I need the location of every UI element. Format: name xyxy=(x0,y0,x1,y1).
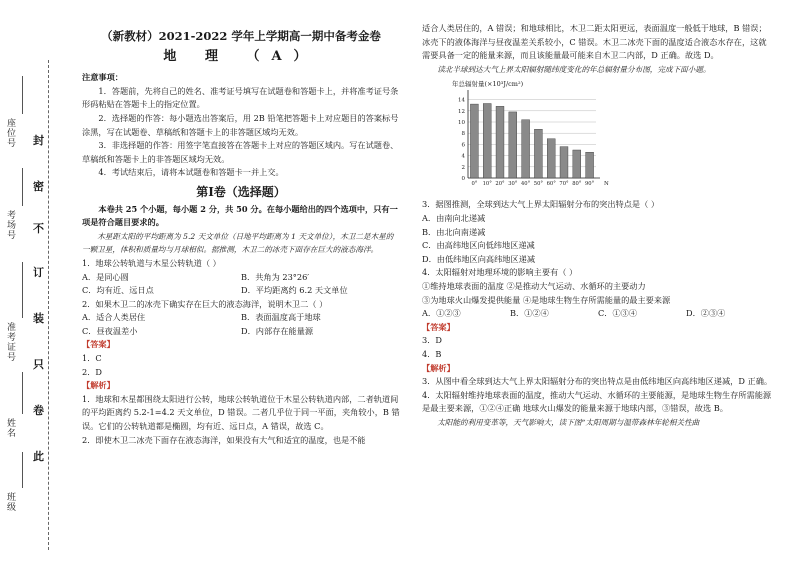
answer-2: 2．D xyxy=(82,366,102,377)
chart-ytick-label: 8 xyxy=(461,131,465,138)
class-label: 班级 xyxy=(5,492,15,512)
q1-option-c: C．均有近、远日点 xyxy=(82,285,154,296)
chart-xtick-label: 70° xyxy=(559,181,569,188)
notice-item: 2．选择题的作答：每小题选出答案后，用 2B 铅笔把答题卡上对应题目的答案标号涂黑，写在试题卷、草稿纸和答题卡上的非答题区域均无效。 xyxy=(82,112,399,137)
right-column xyxy=(422,22,774,429)
radiation-chart-svg xyxy=(450,78,610,194)
chart-ytick-label: 14 xyxy=(458,97,465,104)
name-line xyxy=(22,372,23,414)
q4-option-c: C．①③④ xyxy=(598,308,638,319)
chart-caption: 读北半球到达大气上界太阳辐射随纬度变化的年总辐射量分布图，完成下面小题。 xyxy=(437,64,711,74)
seal-char: 只 xyxy=(33,354,44,374)
q2-options-row1 xyxy=(82,311,400,325)
seat-number-line xyxy=(22,76,23,114)
chart-bar xyxy=(586,153,594,179)
analysis-label: 【解析】 xyxy=(82,380,115,391)
section-intro: 本卷共 25 个小题，每小题 2 分，共 50 分。在每小题给出的四个选项中，只有一项是符合题目要求的。 xyxy=(82,203,398,228)
q1-options-row1 xyxy=(82,271,400,285)
chart-bar xyxy=(483,104,491,178)
chart-bar xyxy=(573,150,581,178)
chart-xtick-label: 60° xyxy=(546,181,556,188)
section-title: 第Ⅰ卷（选择题） xyxy=(196,184,286,199)
chart-xlabel: N xyxy=(604,181,609,188)
exam-room-label: 考场号 xyxy=(5,210,15,240)
q1-options-row2 xyxy=(82,284,400,298)
seal-char: 密 xyxy=(33,176,44,196)
chart-xtick-label: 20° xyxy=(495,181,505,188)
footer-note: 太阳能的利用变革等，天气影响大，读下图“太阳周期与温带森林年轮相关性曲 xyxy=(437,417,700,427)
binding-strip xyxy=(0,0,72,562)
answer-label-right: 【答案】 xyxy=(422,321,455,332)
chart-bar xyxy=(560,147,568,178)
ticket-number-line xyxy=(22,262,23,318)
class-line xyxy=(22,452,23,488)
seal-char: 订 xyxy=(33,262,44,282)
exam-title: （新教材）2021-2022 学年上学期高一期中备考金卷 xyxy=(101,29,381,43)
analysis-label-right: 【解析】 xyxy=(422,362,455,373)
chart-bar xyxy=(470,104,478,178)
analysis-1: 1．地球和木星都围绕太阳进行公转，地球公转轨道位于木星公转轨道内部，二者轨道间的平均距离约 5.2-1=4.2 天文单位，D 错误。二者几乎位于同一平面，夹角较小，B 错误。它们的公转轨道都是椭圆，均有近、远日点，A 错误，故选 C。 xyxy=(82,393,400,432)
analysis-2: 2．即使木卫二冰壳下面存在液态海洋，如果没有大气和适宜的温度，也是不能 xyxy=(82,434,366,445)
q2-option-b: B．表面温度高于地球 xyxy=(241,312,321,323)
chart-xtick-label: 90° xyxy=(584,181,595,188)
left-column xyxy=(82,30,400,447)
q2-option-d: D．内部存在能量源 xyxy=(241,325,314,336)
chart-xtick-label: 50° xyxy=(533,181,544,188)
q4-options xyxy=(422,307,774,321)
chart-bar xyxy=(509,112,517,178)
seat-number-label: 座位号 xyxy=(5,118,15,148)
chart-xtick-label: 80° xyxy=(572,181,582,188)
question-1: 1．地球公转轨道与木星公转轨道（ ） xyxy=(82,257,221,268)
analysis-4: 4．太阳辐射维持地球表面的温度，推动大气运动、水循环的主要能源，是地球生物生存所需能源是最主要来源，①②④正确 地球火山爆发的能量来源于地球内部，③错误，故选 B。 xyxy=(422,389,772,414)
exam-subject: 地 理 （A） xyxy=(163,48,319,64)
chart-ytick-label: 2 xyxy=(461,165,465,172)
question-3: 3．据图推测，全球到达大气上界太阳辐射分布的突出特点是（ ） xyxy=(422,199,660,210)
chart-bar xyxy=(522,120,530,178)
seal-char: 封 xyxy=(33,130,44,150)
chart-xtick-label: 10° xyxy=(482,181,492,188)
question-4: 4．太阳辐射对地理环境的影响主要有（ ） xyxy=(422,267,578,278)
seal-line xyxy=(48,60,49,550)
notice-heading: 注意事项： xyxy=(82,72,123,83)
q1-option-b: B．共角为 23°26′ xyxy=(241,271,310,282)
seal-char: 不 xyxy=(33,218,44,238)
chart-xtick-label: 0° xyxy=(471,181,478,188)
chart-bar xyxy=(547,139,555,178)
q3-option-a: A．由南向北递减 xyxy=(422,212,486,223)
analysis-3: 3．从图中看全球到达大气上界太阳辐射分布的突出特点是由低纬地区向高纬地区递减，D 正确。 xyxy=(422,376,773,387)
chart-ytick-label: 12 xyxy=(458,109,465,116)
q2-option-c: C．昼夜温差小 xyxy=(82,325,138,336)
chart-ytick-label: 0 xyxy=(461,176,465,183)
notice-item: 4．考试结束后，请将本试题卷和答题卡一并上交。 xyxy=(98,167,284,178)
chart-ytick-label: 10 xyxy=(458,120,465,127)
question-2: 2．如果木卫二的冰壳下确实存在巨大的液态海洋，说明木卫二（ ） xyxy=(82,298,328,309)
q4-items-2: ③为地球火山爆发提供能量 ④是地球生物生存所需能量的最主要来源 xyxy=(422,294,671,305)
radiation-chart xyxy=(450,78,610,194)
analysis-2-continued: 适合人类居住的，A 错误；和地球相比，木卫二距太阳更远，表面温度一般低于地球，B 错误；冰壳下的液体海洋与昼夜温差关系较小，C 错误。木卫二冰壳下面的温度适合液态水存在，这就需要具备一定的能量来源，而且该能量最可能来自木卫二内部，D 正确。故选 D。 xyxy=(422,23,767,61)
seal-char: 装 xyxy=(33,308,44,328)
q4-option-d: D．②③④ xyxy=(686,308,726,319)
ticket-number-label: 准考证号 xyxy=(5,322,15,362)
q4-items-1: ①维持地球表面的温度 ②是推动大气运动、水循环的主要动力 xyxy=(422,280,646,291)
chart-ytick-label: 4 xyxy=(461,153,465,160)
chart-ytick-label: 6 xyxy=(461,142,465,149)
q2-option-a: A．适合人类居住 xyxy=(82,312,146,323)
notice-item: 1．答题前，先将自己的姓名、准考证号填写在试题卷和答题卡上，并将准考证号条形码粘贴在答题卡上的指定位置。 xyxy=(82,85,399,110)
chart-bar xyxy=(496,107,504,179)
q1-option-d: D．平均距离约 6.2 天文单位 xyxy=(241,285,348,296)
q3-option-b: B．由北向南递减 xyxy=(422,226,486,237)
q3-option-d: D．由低纬地区向高纬地区递减 xyxy=(422,253,536,264)
q3-option-c: C．由高纬地区向低纬地区递减 xyxy=(422,240,535,251)
answer-3: 3．D xyxy=(422,335,442,346)
chart-xtick-label: 30° xyxy=(508,181,518,188)
chart-xtick-label: 40° xyxy=(520,181,531,188)
answer-1: 1．C xyxy=(82,353,102,364)
chart-ylabel: 年总辐射量(×10³J/cm²) xyxy=(452,80,524,89)
answer-label: 【答案】 xyxy=(82,339,115,350)
name-label: 姓名 xyxy=(5,418,15,438)
notice-item: 3．非选择题的作答：用签字笔直接答在答题卡上对应的答题区域内。写在试题卷、草稿纸和答题卡上的非答题区域均无效。 xyxy=(82,140,399,164)
answer-4: 4．B xyxy=(422,348,442,359)
exam-room-line xyxy=(22,168,23,206)
q2-options-row2 xyxy=(82,325,400,339)
q1-option-a: A．是同心圆 xyxy=(82,271,129,282)
seal-char: 卷 xyxy=(33,400,44,420)
seal-char: 此 xyxy=(33,446,44,466)
passage: 木星距太阳的平均距离为 5.2 天文单位（日地平均距离为 1 天文单位），木卫二是木星的一颗卫星，体积和质量均与月球相似。据推测，木卫二的冰壳下面存在巨大的液态海洋。 xyxy=(82,231,394,255)
chart-bar xyxy=(534,130,542,179)
q4-option-b: B．①②④ xyxy=(510,308,549,319)
q4-option-a: A．①②③ xyxy=(422,308,461,319)
